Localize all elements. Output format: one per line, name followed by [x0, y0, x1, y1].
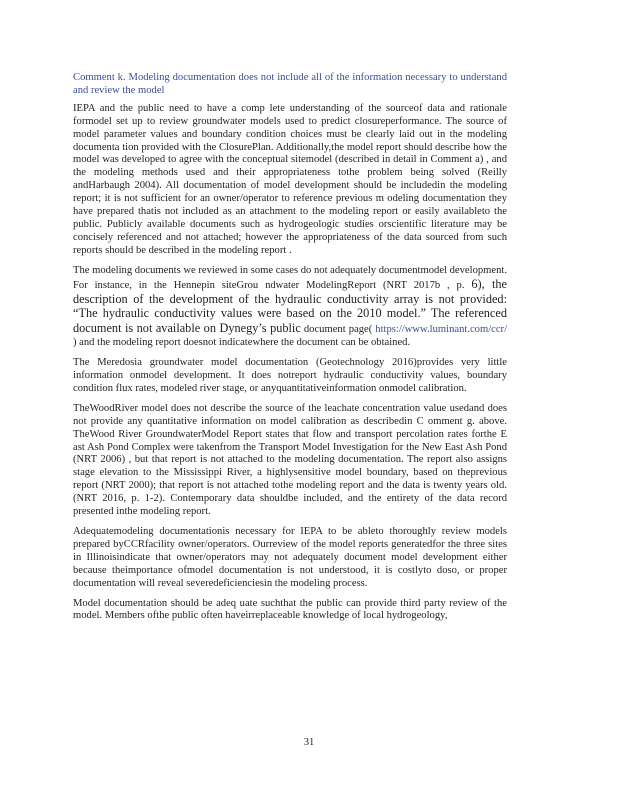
- paragraph-3: The Meredosia groundwater model documentation (Geotechnology 2016)provides very little information onmodel development. It does notreport hydraulic conductivity values, boundary condition flux rates, modeled river stage, or anyquantitativeinformation onmodel calibration.: [73, 357, 507, 394]
- paragraph-1: IEPA and the public need to have a comp lete understanding of the sourceof data and rationale formodel set up to review groundwater models used to predict closureperformance. The source of model parameter values and boundary condition choices must be clearly laid out in the modeling documenta tion provided with the ClosurePlan. Additionally,the model report should describe how the model was developed to agree with the conceptual sitemodel (described in detail in Comment a) , and the modeling methods used and their appropriateness tothe problem being solved (Reilly andHarbaugh 2004). All documentation of model development should be includedin the modeling report; it is not sufficient for an owner/operator to reference previous m odeling documentation they have prepared thatis not included as an attachment to the modeling report or easily availableto the public. Publicly available documents such as hydrogeologic studies orscientific literature may be concisely referenced and not attached; however the appropriateness of the data sourced from such reports should be described in the modeling report .: [73, 102, 507, 256]
- luminant-ccr-link[interactable]: https://www.luminant.com/ccr/: [375, 324, 508, 336]
- paragraph-2-quote: 6), the description of the development of the hydraulic conductivity array is not provided: “The hydraulic conductivity values were based on the 2010 model.” The referenced document is not available on Dynegy’s public: [73, 276, 508, 336]
- comment-heading: Comment k. Modeling documentation does not include all of the information necessary to understand and review the model: [73, 72, 507, 96]
- paragraph-2-mid: document page(: [303, 324, 373, 336]
- paragraph-4: TheWoodRiver model does not describe the source of the leachate concentration value usedand does not provide any quantitative information on model calibration as describedin C omment g. above. TheWood River GroundwaterModel Report states that flow and transport percolation rates forthe E ast Ash Pond Complex were takenfrom the Transport Model Investigation for the New East Ash Pond (NRT 2006) , but that report is not attached to the modeling documentation. The report also assigns stage elevation to the Mississippi River, a highlysensitive model boundary, based on theprevious report (NRT 2000); that report is not attached tothe modeling report and the data is twenty years old. (NRT 2016, p. 1-2). Contemporary data shouldbe included, and the entirety of the data record presented inthe modeling report.: [73, 402, 507, 518]
- paragraph-2: [73, 265, 507, 350]
- paragraph-6: Model documentation should be adeq uate suchthat the public can provide third party review of the model. Members ofthe public often haveirreplaceable knowledge of local hydrogeology,: [73, 597, 507, 622]
- page-content: [73, 72, 507, 630]
- paragraph-2-end: ) and the modeling report doesnot indicatewhere the document can be obtained.: [73, 337, 411, 349]
- page-number: 31: [303, 737, 315, 748]
- paragraph-2-start: The modeling documents we reviewed in some cases do not adequately documentmodel development. For instance, in the Hennepin siteGrou ndwater ModelingReport (NRT 2017b , p.: [73, 264, 507, 291]
- paragraph-5: Adequatemodeling documentationis necessary for IEPA to be ableto thoroughly review models prepared byCCRfacility owner/operators. Ourreview of the model reports generatedfor the three sites in Illinoisindicate that owner/operators may not adequately document model development either because theimportance ofmodel documentation is not understood, it is costlyto doso, or proper documentation will reveal severedeficienciesin the modeling process.: [73, 526, 507, 589]
